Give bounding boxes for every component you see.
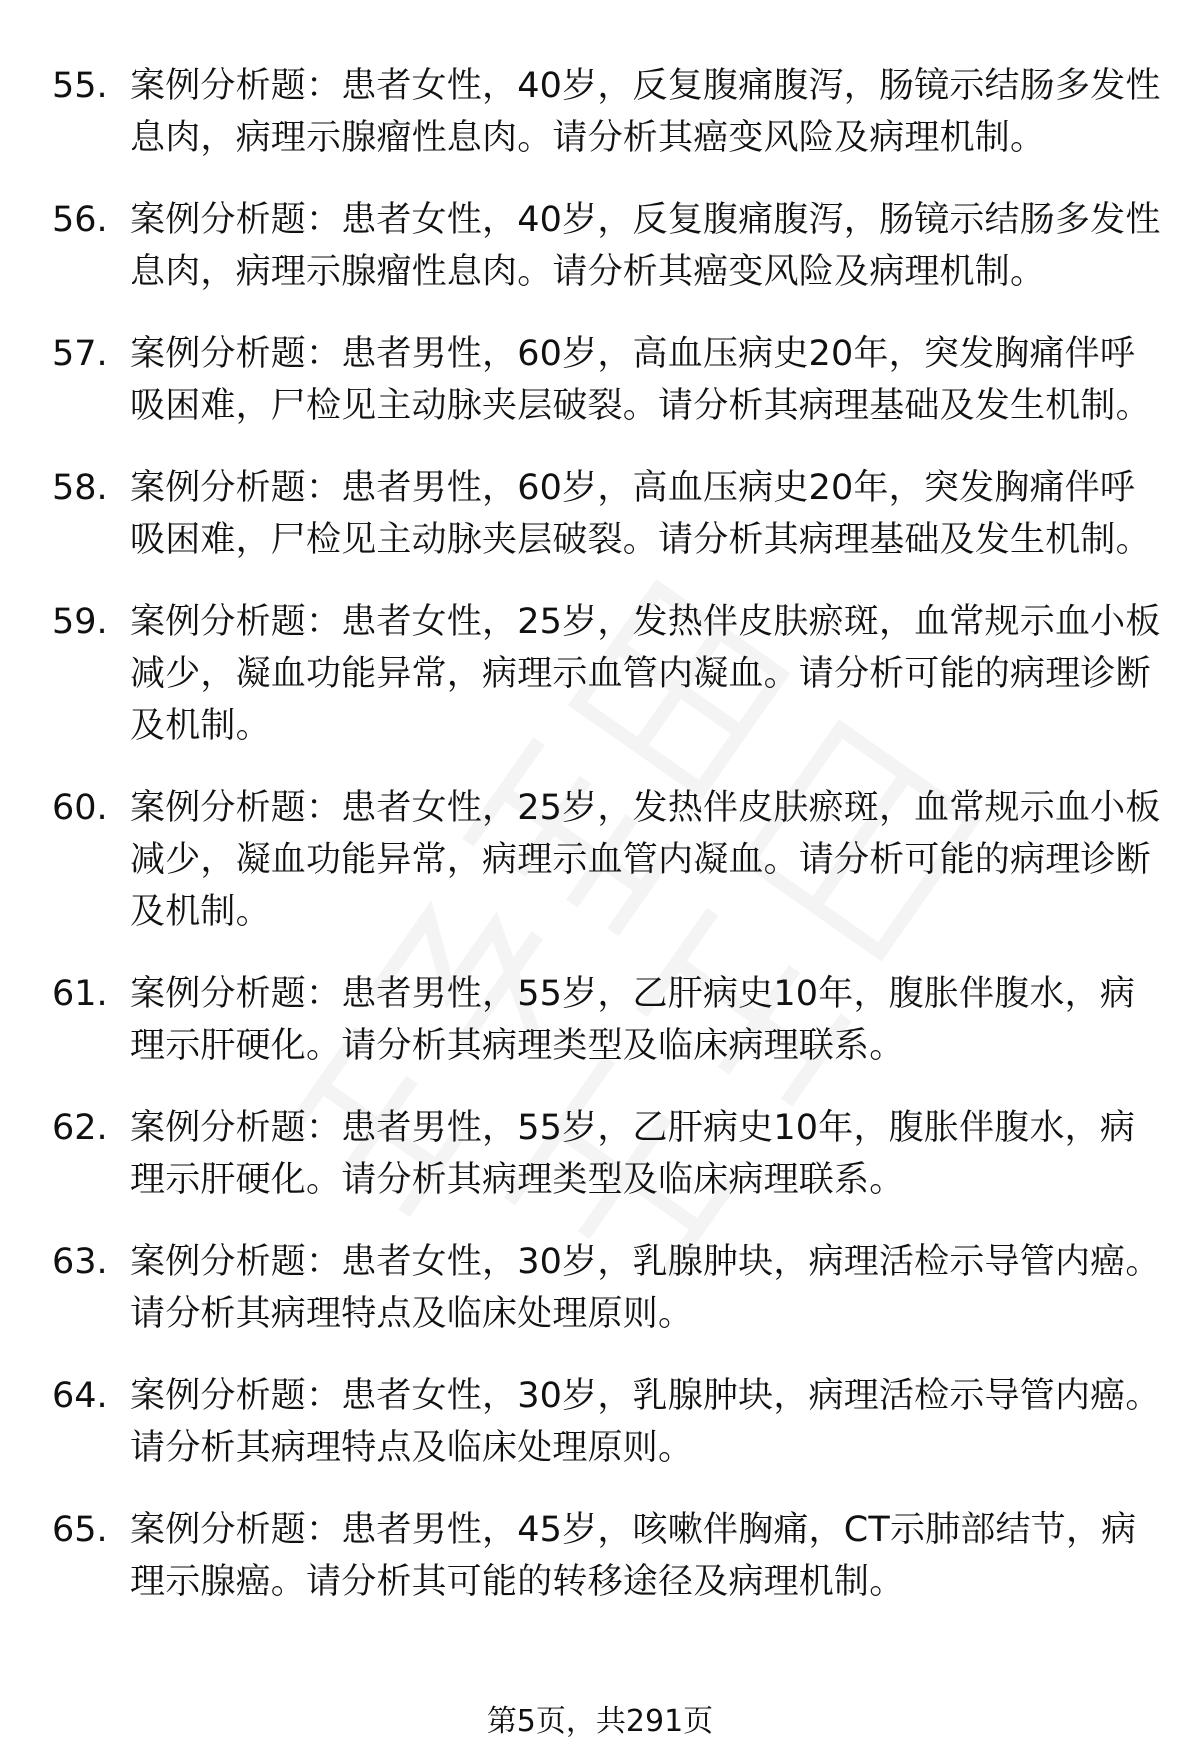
question-item <box>52 1102 1162 1206</box>
question-number: 58. <box>52 468 108 508</box>
question-number: 55. <box>52 66 108 106</box>
question-item <box>52 60 1162 164</box>
question-text: 案例分析题：患者女性，25岁，发热伴皮肤瘀斑，血常规示血小板减少，凝血功能异常，病理示血管内凝血。请分析可能的病理诊断及机制。 <box>130 788 1161 932</box>
question-item <box>52 1370 1162 1474</box>
question-item <box>52 1504 1162 1608</box>
question-number: 56. <box>52 200 108 240</box>
question-text: 案例分析题：患者女性，30岁，乳腺肿块，病理活检示导管内癌。请分析其病理特点及临床处理原则。 <box>130 1376 1161 1468</box>
question-item <box>52 782 1162 938</box>
question-number: 62. <box>52 1108 108 1148</box>
page-footer: 第5页，共291页 <box>486 1704 714 1739</box>
question-list <box>52 60 1162 1638</box>
question-text: 案例分析题：患者男性，55岁，乙肝病史10年，腹胀伴腹水，病理示肝硬化。请分析其病理类型及临床病理联系。 <box>130 974 1136 1066</box>
question-text: 案例分析题：患者女性，40岁，反复腹痛腹泻，肠镜示结肠多发性息肉，病理示腺瘤性息肉。请分析其癌变风险及病理机制。 <box>130 200 1161 292</box>
question-number: 65. <box>52 1510 108 1550</box>
question-number: 59. <box>52 602 108 642</box>
question-number: 63. <box>52 1242 108 1282</box>
question-number: 64. <box>52 1376 108 1416</box>
question-text: 案例分析题：患者男性，60岁，高血压病史20年，突发胸痛伴呼吸困难，尸检见主动脉夹层破裂。请分析其病理基础及发生机制。 <box>130 334 1151 426</box>
question-item <box>52 462 1162 566</box>
question-item <box>52 1236 1162 1340</box>
question-number: 61. <box>52 974 108 1014</box>
question-text: 案例分析题：患者女性，40岁，反复腹痛腹泻，肠镜示结肠多发性息肉，病理示腺瘤性息肉。请分析其癌变风险及病理机制。 <box>130 66 1161 158</box>
question-text: 案例分析题：患者男性，55岁，乙肝病史10年，腹胀伴腹水，病理示肝硬化。请分析其病理类型及临床病理联系。 <box>130 1108 1136 1200</box>
question-text: 案例分析题：患者男性，60岁，高血压病史20年，突发胸痛伴呼吸困难，尸检见主动脉夹层破裂。请分析其病理基础及发生机制。 <box>130 468 1151 560</box>
question-item <box>52 596 1162 752</box>
question-text: 案例分析题：患者女性，25岁，发热伴皮肤瘀斑，血常规示血小板减少，凝血功能异常，病理示血管内凝血。请分析可能的病理诊断及机制。 <box>130 602 1161 746</box>
question-item <box>52 194 1162 298</box>
question-item <box>52 968 1162 1072</box>
question-number: 60. <box>52 788 108 828</box>
question-text: 案例分析题：患者男性，45岁，咳嗽伴胸痛，CT示肺部结节，病理示腺癌。请分析其可能的转移途径及病理机制。 <box>130 1510 1137 1602</box>
question-text: 案例分析题：患者女性，30岁，乳腺肿块，病理活检示导管内癌。请分析其病理特点及临床处理原则。 <box>130 1242 1161 1334</box>
question-item <box>52 328 1162 432</box>
question-number: 57. <box>52 334 108 374</box>
